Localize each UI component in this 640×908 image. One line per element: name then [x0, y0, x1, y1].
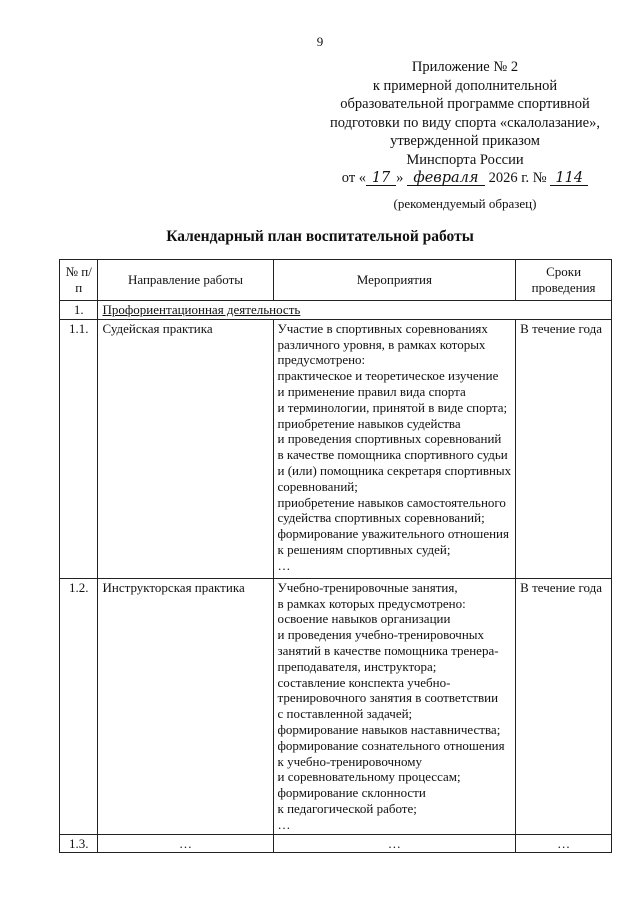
order-date-line — [300, 169, 630, 188]
event-line: преподавателя, инструктора; — [277, 658, 437, 674]
event-line: соревнований; — [277, 478, 358, 494]
event-line: приобретение навыков самостоятельного — [277, 494, 506, 510]
row-direction: Инструкторская практика — [98, 578, 273, 834]
section-row — [60, 301, 612, 320]
event-line: и применение правил вида спорта — [277, 383, 466, 399]
appendix-line: подготовки по виду спорта «скалолазание», — [330, 114, 600, 131]
event-line: к педагогической работе; — [277, 800, 417, 816]
row-num: 1.1. — [60, 319, 98, 578]
event-line: и терминологии, принятой в виде спорта; — [277, 399, 508, 415]
event-line: Участие в спортивных соревнованиях — [277, 320, 488, 336]
row-dates: В течение года — [516, 319, 612, 578]
row-events — [273, 319, 516, 578]
table-row — [60, 578, 612, 834]
event-line: и (или) помощника секретаря спортивных — [277, 462, 512, 478]
table-header-row — [60, 260, 612, 301]
event-line: составление конспекта учебно- — [277, 674, 451, 690]
handwritten-order-number: 114 — [550, 171, 588, 186]
event-line: формирование сознательного отношения — [277, 737, 505, 753]
appendix-block — [300, 58, 630, 188]
page-number: 9 — [316, 34, 324, 49]
row-events — [273, 578, 516, 834]
appendix-line: утвержденной приказом — [390, 133, 540, 149]
table-row — [60, 834, 612, 853]
event-line: и проведения учебно-тренировочных — [277, 627, 485, 643]
event-line: в качестве помощника спортивного судьи — [277, 447, 508, 463]
event-line: различного уровня, в рамках которых — [277, 336, 486, 352]
header-events: Мероприятия — [273, 260, 516, 301]
appendix-line: к примерной дополнительной — [372, 77, 558, 94]
event-line: к учебно-тренировочному — [277, 753, 422, 769]
section-num: 1. — [60, 301, 98, 320]
event-line: приобретение навыков судейства — [277, 415, 461, 431]
row-dates: … — [516, 834, 612, 853]
event-line: формирование навыков наставничества; — [277, 721, 501, 737]
row-events: … — [273, 834, 516, 853]
appendix-line: Приложение № 2 — [411, 59, 519, 75]
date-mid: » — [396, 170, 404, 186]
event-line: в рамках которых предусмотрено: — [277, 595, 466, 611]
document-title: Календарный план воспитательной работы — [166, 228, 474, 245]
row-direction: Судейская практика — [98, 319, 273, 578]
calendar-plan-table — [59, 259, 612, 853]
event-line: и проведения спортивных соревнований — [277, 431, 502, 447]
header-dates: Сроки проведения — [516, 260, 612, 301]
event-line: практическое и теоретическое изучение — [277, 368, 499, 384]
appendix-line: Минспорта России — [406, 151, 524, 168]
date-prefix: от « — [341, 170, 367, 186]
event-line: с поставленной задачей; — [277, 706, 413, 722]
handwritten-day: 17 — [366, 171, 396, 186]
header-num: № п/п — [60, 260, 98, 301]
header-direction: Направление работы — [98, 260, 273, 301]
event-line: и соревновательному процессам; — [277, 769, 461, 785]
event-line: … — [277, 816, 291, 832]
event-line: освоение навыков организации — [277, 611, 451, 627]
recommended-sample-note: (рекомендуемый образец) — [393, 196, 537, 211]
event-line: судейства спортивных соревнований; — [277, 510, 485, 526]
event-line: формирование склонности — [277, 785, 426, 801]
event-line: тренировочного занятия в соответствии — [277, 690, 499, 706]
event-line: формирование уважительного отношения — [277, 526, 509, 542]
section-label: Профориентационная деятельность — [98, 301, 612, 320]
appendix-line: образовательной программе спортивной — [340, 96, 590, 112]
event-line: Учебно-тренировочные занятия, — [277, 579, 458, 595]
handwritten-month: февраля — [407, 171, 485, 186]
event-line: занятий в качестве помощника тренера- — [277, 642, 499, 658]
event-line: предусмотрено: — [277, 352, 366, 368]
row-direction: … — [98, 834, 273, 853]
row-num: 1.3. — [60, 834, 98, 853]
row-dates: В течение года — [516, 578, 612, 834]
year-text: 2026 г. № — [488, 170, 547, 186]
row-num: 1.2. — [60, 578, 98, 834]
event-line: к решениям спортивных судей; — [277, 541, 451, 557]
table-row — [60, 319, 612, 578]
event-line: … — [277, 557, 291, 573]
